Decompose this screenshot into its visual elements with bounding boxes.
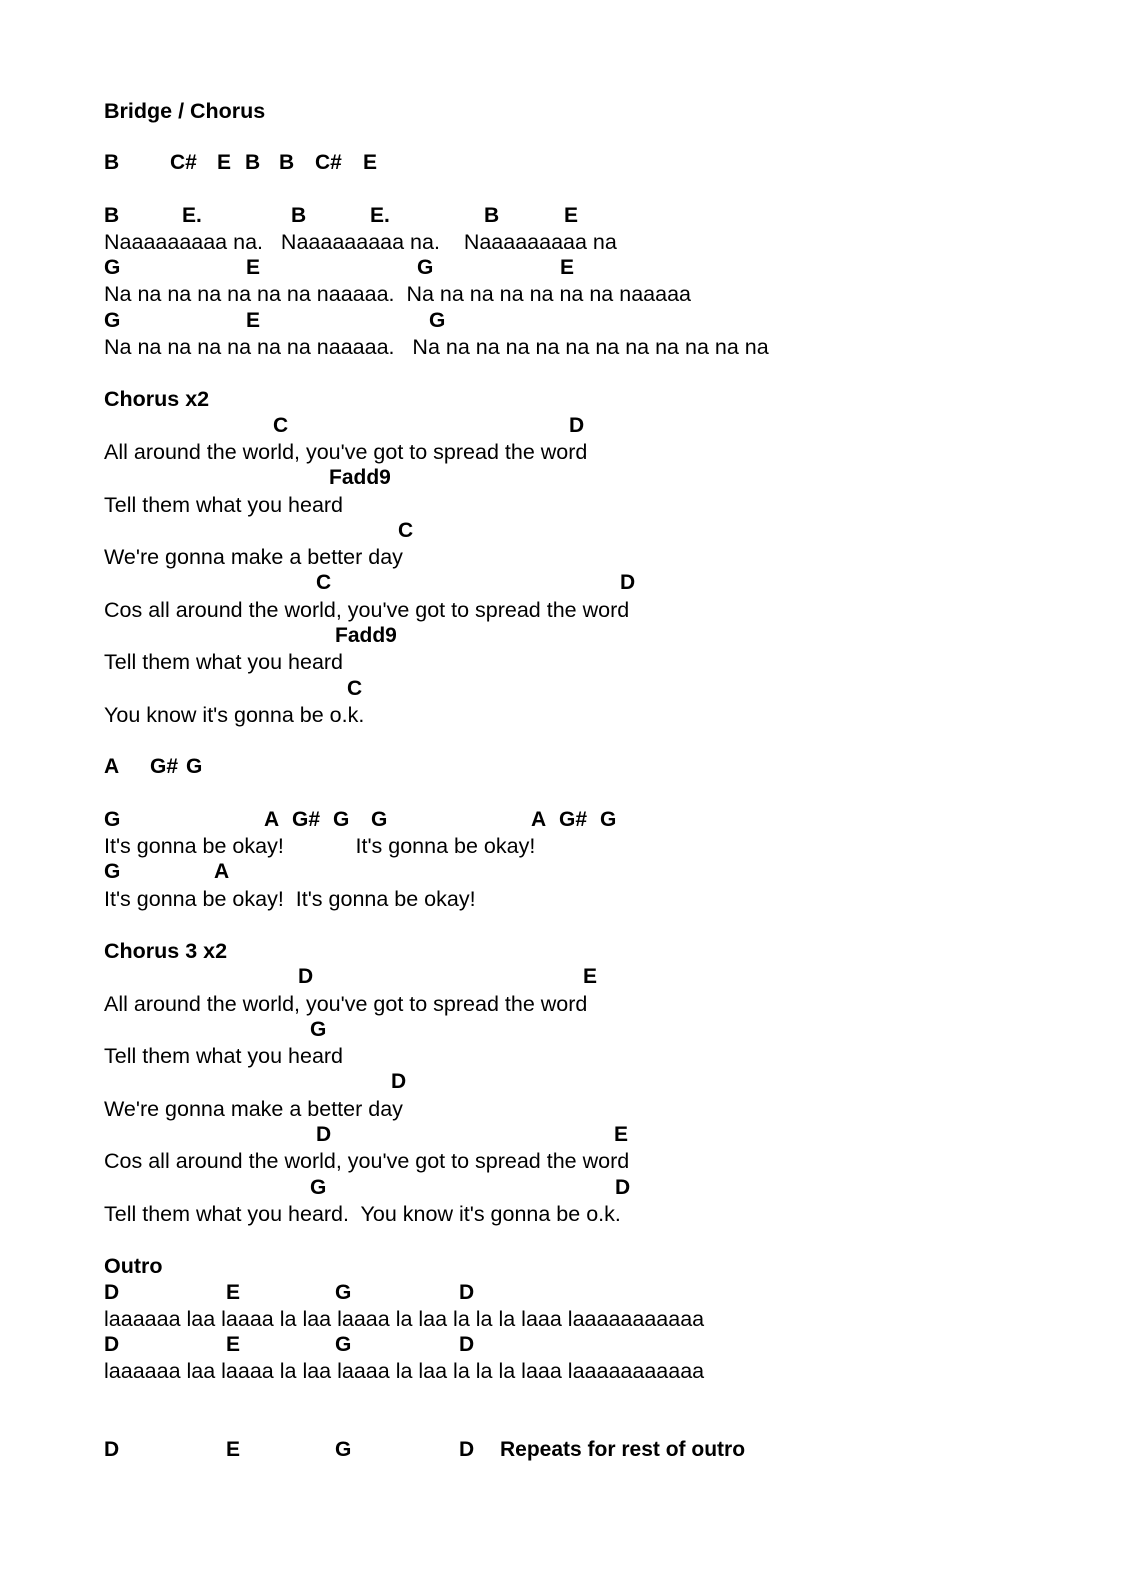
lyric-line: Na na na na na na na naaaaa. Na na na na na na na na na na na na [104, 335, 769, 359]
chord: A [104, 755, 120, 778]
chord: G [417, 256, 434, 279]
chord: D [391, 1070, 407, 1093]
chord: E [226, 1281, 241, 1304]
chord: G [429, 309, 446, 332]
lyric-line: Tell them what you heard [104, 493, 344, 517]
chord: G [371, 808, 388, 831]
chord: G [310, 1176, 327, 1199]
chord: B [104, 151, 120, 174]
lyric-line: Tell them what you heard [104, 650, 344, 674]
lyric-line: Cos all around the world, you've got to spread the word [104, 1149, 630, 1173]
chord: B [291, 204, 307, 227]
chord: E. [370, 204, 390, 227]
chord: D [459, 1281, 475, 1304]
chord: E [246, 256, 261, 279]
chord: E [583, 965, 598, 988]
section-heading-bridge-chorus: Bridge / Chorus [104, 99, 266, 123]
chord: G [600, 808, 617, 831]
lyric-line: You know it's gonna be o.k. [104, 703, 365, 727]
lyric-line: Cos all around the world, you've got to spread the word [104, 598, 630, 622]
chord: E. [182, 204, 202, 227]
lyric-line: It's gonna be okay! It's gonna be okay! [104, 887, 476, 911]
chord: G [186, 755, 203, 778]
chord: Fadd9 [329, 466, 391, 489]
chord: C [316, 571, 332, 594]
chord: G [104, 860, 121, 883]
section-heading-outro: Outro [104, 1254, 163, 1278]
lyric-line: It's gonna be okay! It's gonna be okay! [104, 834, 536, 858]
chord: C [398, 519, 414, 542]
chord: D [104, 1333, 120, 1356]
chord: D [459, 1438, 475, 1461]
chord: G [104, 808, 121, 831]
chord: E [363, 151, 378, 174]
chord: A [264, 808, 280, 831]
chord: D [298, 965, 314, 988]
chord: E [246, 309, 261, 332]
chord: E [560, 256, 575, 279]
chord: B [104, 204, 120, 227]
chord: G [104, 256, 121, 279]
chord: D [316, 1123, 332, 1146]
chord: G# [292, 808, 321, 831]
lyric-line: We're gonna make a better day [104, 1097, 403, 1121]
lyric-line: All around the world, you've got to spread the word [104, 440, 588, 464]
chord: D [620, 571, 636, 594]
chord: D [459, 1333, 475, 1356]
chord: D [615, 1176, 631, 1199]
chord: G [335, 1333, 352, 1356]
chord: C [273, 414, 289, 437]
chord: D [569, 414, 585, 437]
lyric-line: Na na na na na na na naaaaa. Na na na na na na na naaaaa [104, 282, 691, 306]
lyric-line: Tell them what you heard. You know it's gonna be o.k. [104, 1202, 621, 1226]
chord: C# [170, 151, 197, 174]
chord: A [531, 808, 547, 831]
chord: D [104, 1281, 120, 1304]
chord: A [214, 860, 230, 883]
section-heading-chorus3-x2: Chorus 3 x2 [104, 939, 228, 963]
chord: C [347, 677, 363, 700]
chord: G [333, 808, 350, 831]
chord: G [310, 1018, 327, 1041]
chord: E [614, 1123, 629, 1146]
chord: G [335, 1281, 352, 1304]
chord: B [245, 151, 261, 174]
chord: B [279, 151, 295, 174]
section-heading-chorus-x2: Chorus x2 [104, 387, 210, 411]
lyric-line: laaaaaa laa laaaa la laa laaaa la laa la la la laaa laaaaaaaaaaa [104, 1307, 705, 1331]
chord: D [104, 1438, 120, 1461]
chord: G# [150, 755, 179, 778]
chord: E [226, 1438, 241, 1461]
chord: E [217, 151, 232, 174]
lyric-line: Tell them what you heard [104, 1044, 344, 1068]
lyric-line: All around the world, you've got to spread the word [104, 992, 588, 1016]
chord: E [226, 1333, 241, 1356]
chord: G [335, 1438, 352, 1461]
lyric-line: We're gonna make a better day [104, 545, 403, 569]
chord: B [484, 204, 500, 227]
chord: G [104, 309, 121, 332]
chord: E [564, 204, 579, 227]
lyric-line: laaaaaa laa laaaa la laa laaaa la laa la la la laaa laaaaaaaaaaa [104, 1359, 705, 1383]
chord: C# [315, 151, 342, 174]
outro-repeat-note: Repeats for rest of outro [500, 1438, 746, 1461]
chord: G# [559, 808, 588, 831]
chord: Fadd9 [335, 624, 397, 647]
lyric-line: Naaaaaaaaa na. Naaaaaaaaa na. Naaaaaaaaa na [104, 230, 617, 254]
